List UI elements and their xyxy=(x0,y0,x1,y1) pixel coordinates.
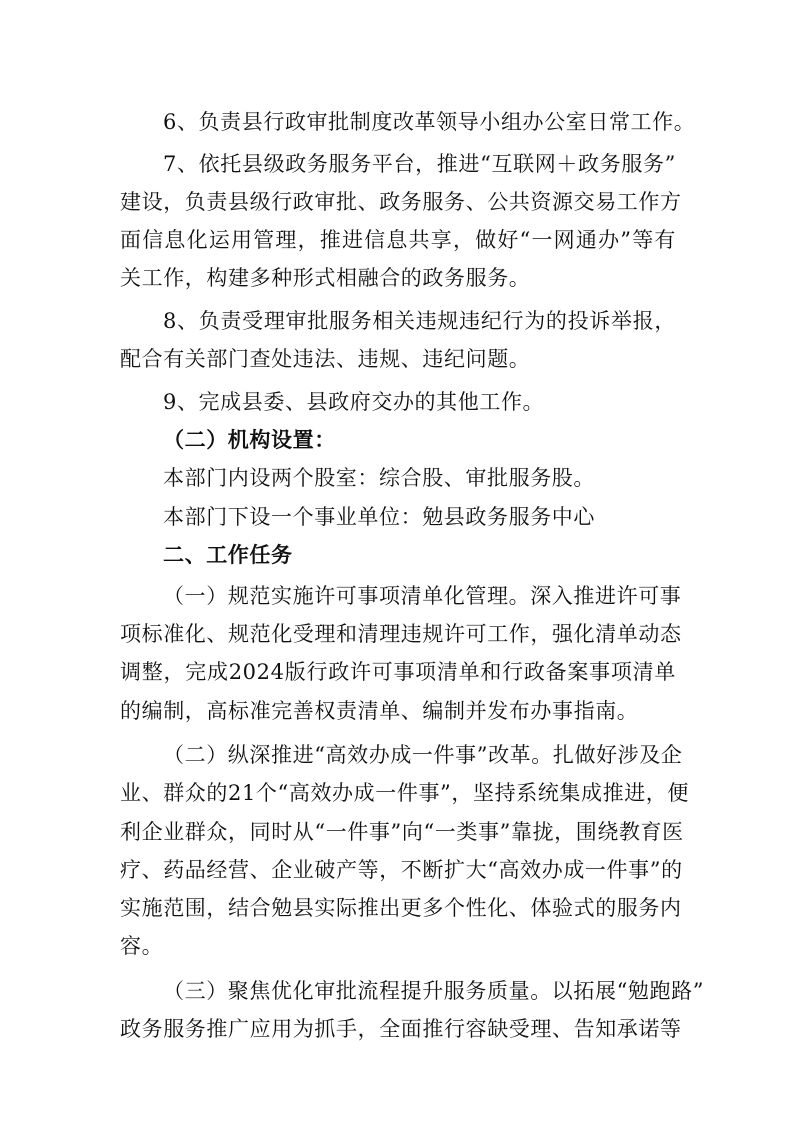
paragraph-line: 实施范围，结合勉县实际推出更多个性化、体验式的服务内 xyxy=(120,896,682,920)
paragraph-line: 项标准化、规范化受理和清理违规许可工作，强化清单动态 xyxy=(120,622,682,646)
paragraph-line: 本部门内设两个股室：综合股、审批服务股。 xyxy=(163,466,595,490)
section-heading: （二）机构设置： xyxy=(163,428,336,452)
paragraph-line: 面信息化运用管理，推进信息共享，做好“一网通办”等有 xyxy=(120,228,676,252)
section-heading: 二、工作任务 xyxy=(163,543,293,567)
paragraph-line: 调整，完成2024版行政许可事项清单和行政备案事项清单 xyxy=(120,660,676,684)
paragraph-line: （二）纵深推进“高效办成一件事”改革。扎做好涉及企 xyxy=(163,743,683,767)
paragraph-line: 7、依托县级政务服务平台，推进“互联网＋政务服务” xyxy=(163,152,676,176)
paragraph-line: 业、群众的21个“高效办成一件事”，坚持系统集成推进，便 xyxy=(120,781,689,805)
paragraph-line: 6、负责县行政审批制度改革领导小组办公室日常工作。 xyxy=(163,110,696,134)
paragraph-line: 的编制，高标准完善权责清单、编制并发布办事指南。 xyxy=(120,699,639,723)
paragraph-line: 利企业群众，同时从“一件事”向“一类事”靠拢，围绕教育医 xyxy=(120,820,684,844)
paragraph-line: 疗、药品经营、企业破产等，不断扩大“高效办成一件事”的 xyxy=(120,858,683,882)
paragraph-line: 建设，负责县级行政审批、政务服务、公共资源交易工作方 xyxy=(120,190,682,214)
paragraph-line: 8、负责受理审批服务相关违规违纪行为的投诉举报， xyxy=(163,309,676,333)
paragraph-line: 9、完成县委、县政府交办的其他工作。 xyxy=(163,390,545,414)
paragraph-line: 配合有关部门查处违法、违规、违纪问题。 xyxy=(120,347,531,371)
paragraph-line: 关工作，构建多种形式相融合的政务服务。 xyxy=(120,266,531,290)
paragraph-line: 本部门下设一个事业单位：勉县政务服务中心 xyxy=(163,505,595,529)
paragraph-line: （一）规范实施许可事项清单化管理。深入推进许可事 xyxy=(163,584,682,608)
paragraph-line: 政务服务推广应用为抓手，全面推行容缺受理、告知承诺等 xyxy=(120,1017,682,1041)
paragraph-line: （三）聚焦优化审批流程提升服务质量。以拓展“勉跑路” xyxy=(163,979,705,1003)
paragraph-line: 容。 xyxy=(120,934,164,958)
